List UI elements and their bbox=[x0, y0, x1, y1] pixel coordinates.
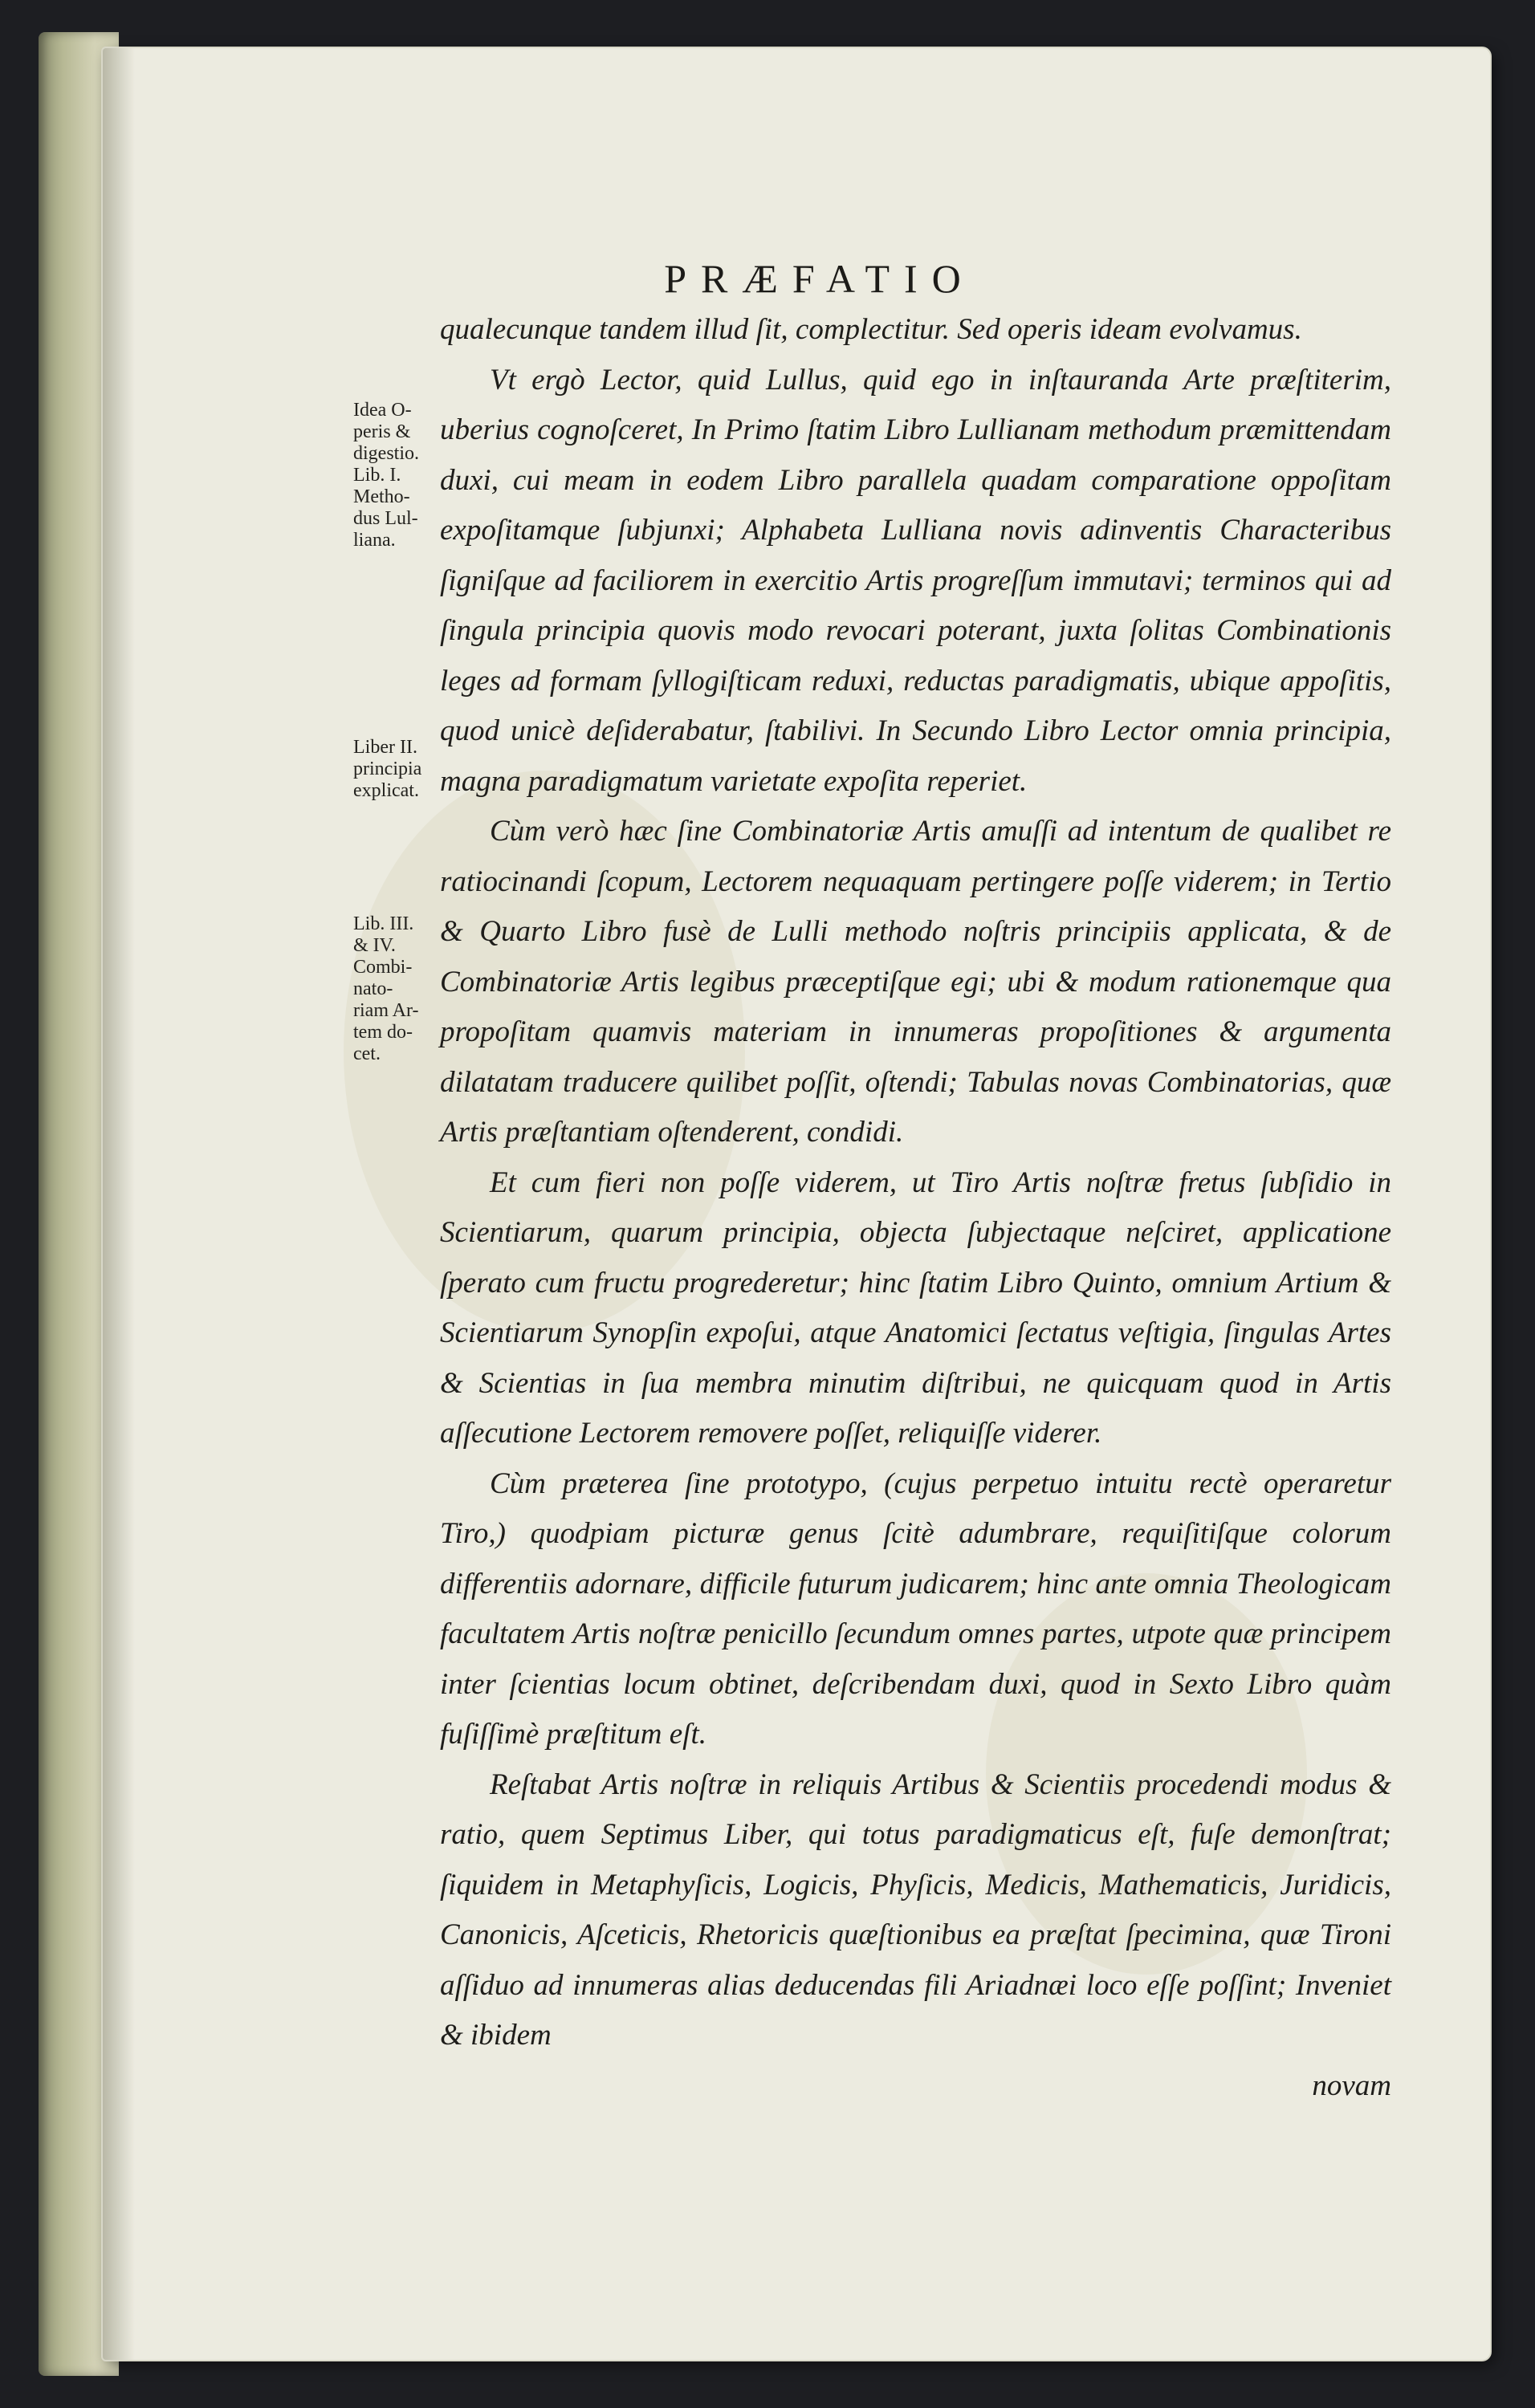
margin-note-line: Combi- bbox=[353, 957, 413, 978]
margin-note-line: Liber II. bbox=[353, 737, 417, 758]
margin-note-line: explicat. bbox=[353, 780, 419, 801]
margin-note-line: peris & bbox=[353, 421, 411, 442]
margin-note-line: principia bbox=[353, 759, 422, 779]
margin-note-line: Lib. III. bbox=[353, 913, 414, 934]
page-gutter-shadow bbox=[103, 48, 135, 2360]
margin-note-line: Lib. I. bbox=[353, 465, 401, 486]
margin-note-line: & IV. bbox=[353, 935, 396, 956]
paragraph: Reſtabat Artis noſtræ in reliquis Artibus & Scientiis procedendi modus & ratio, quem Septimus Liber, qui totus paradigmaticus eſt, fuſe demonſtrat; ſiquidem in Metaphyſicis, Logicis, Phyſicis, Medicis, Mathematicis, Juridicis, Canonicis, Aſceticis, Rhetoricis quæſtionibus ea præſtat ſpecimina, quæ Tironi aſſiduo ad innumeras alias deducendas fili Ariadnæi loco eſſe poſſint; Inveniet & ibidem bbox=[440, 1767, 1391, 2052]
margin-note-line: digestio. bbox=[353, 443, 419, 464]
margin-note-line: dus Lul- bbox=[353, 508, 418, 529]
paragraph: Et cum fieri non poſſe viderem, ut Tiro Artis noſtræ fretus ſubſidio in Scientiarum, quarum principia, objecta ſubjectaque neſciret, applicatione ſperato cum fructu progrederetur; hinc ſtatim Libro Quinto, omnium Artium & Scientiarum Synopſin expoſui, atque Anatomici ſectatus veſtigia, ſingulas Artes & Scientias in ſua membra minutim diſtribui, ne quicquam quod in Artis aſſecutione Lectorem removere poſſet, reliquiſſe viderer. bbox=[440, 1165, 1391, 1450]
margin-note-2 bbox=[353, 737, 443, 802]
paragraph: Vt ergò Lector, quid Lullus, quid ego in inſtauranda Arte præſtiterim, uberius cognoſceret, In Primo ſtatim Libro Lullianam methodum præmittendam duxi, cui meam in eodem Libro parallela quadam comparatione oppoſitam expoſitamque ſubjunxi; Alphabeta Lulliana novis adinventis Characteribus ſigniſque ad faciliorem in exercitio Artis progreſſum immutavi; terminos qui ad ſingula principia quovis modo revocari poterant, juxta ſolitas Combinationis leges ad formam ſyllogiſticam reduxi, reductas paradigmatis, ubique appoſitis, quod unicè deſiderabatur, ſtabilivi. In Secundo Libro Lector omnia principia, magna paradigmatum varietate expoſita reperiet. bbox=[440, 363, 1391, 798]
paragraph: qualecunque tandem illud ſit, complectitur. Sed operis ideam evolvamus. bbox=[440, 313, 1302, 346]
margin-note-line: liana. bbox=[353, 530, 396, 551]
body-text bbox=[440, 305, 1391, 2111]
margin-note-1 bbox=[353, 400, 443, 551]
catchword: novam bbox=[1312, 2068, 1391, 2102]
paragraph: Cùm præterea ſine prototypo, (cujus perpetuo intuitu rectè operaretur Tiro,) quodpiam picturæ genus ſcitè adumbrare, requiſitiſque colorum differentiis adornare, difficile futurum judicarem; hinc ante omnia Theologicam facultatem Artis noſtræ penicillo ſecundum omnes partes, utpote quæ principem inter ſcientias locum obtinet, deſcribendam duxi, quod in Sexto Libro quàm fuſiſſimè præſtitum eſt. bbox=[440, 1466, 1391, 1751]
margin-note-3 bbox=[353, 913, 443, 1065]
margin-note-line: cet. bbox=[353, 1043, 381, 1064]
margin-note-line: tem do- bbox=[353, 1022, 413, 1043]
margin-note-line: nato- bbox=[353, 978, 393, 999]
margin-note-line: Idea O- bbox=[353, 400, 412, 421]
page-heading: PRÆFATIO bbox=[664, 256, 975, 301]
margin-note-line: Metho- bbox=[353, 486, 410, 507]
margin-note-line: riam Ar- bbox=[353, 1000, 419, 1021]
paragraph: Cùm verò hæc ſine Combinatoriæ Artis amuſſi ad intentum de qualibet re ratiocinandi ſcopum, Lectorem nequaquam pertingere poſſe viderem; in Tertio & Quarto Libro fusè de Lulli methodo noſtris principiis applicata, & de Combinatoriæ Artis legibus præceptiſque egi; ubi & modum rationemque qua propoſitam quamvis materiam in innumeras propoſitiones & argumenta dilatatam traducere quilibet poſſit, oſtendi; Tabulas novas Combinatorias, quæ Artis præſtantiam oſtenderent, condidi. bbox=[440, 815, 1391, 1149]
